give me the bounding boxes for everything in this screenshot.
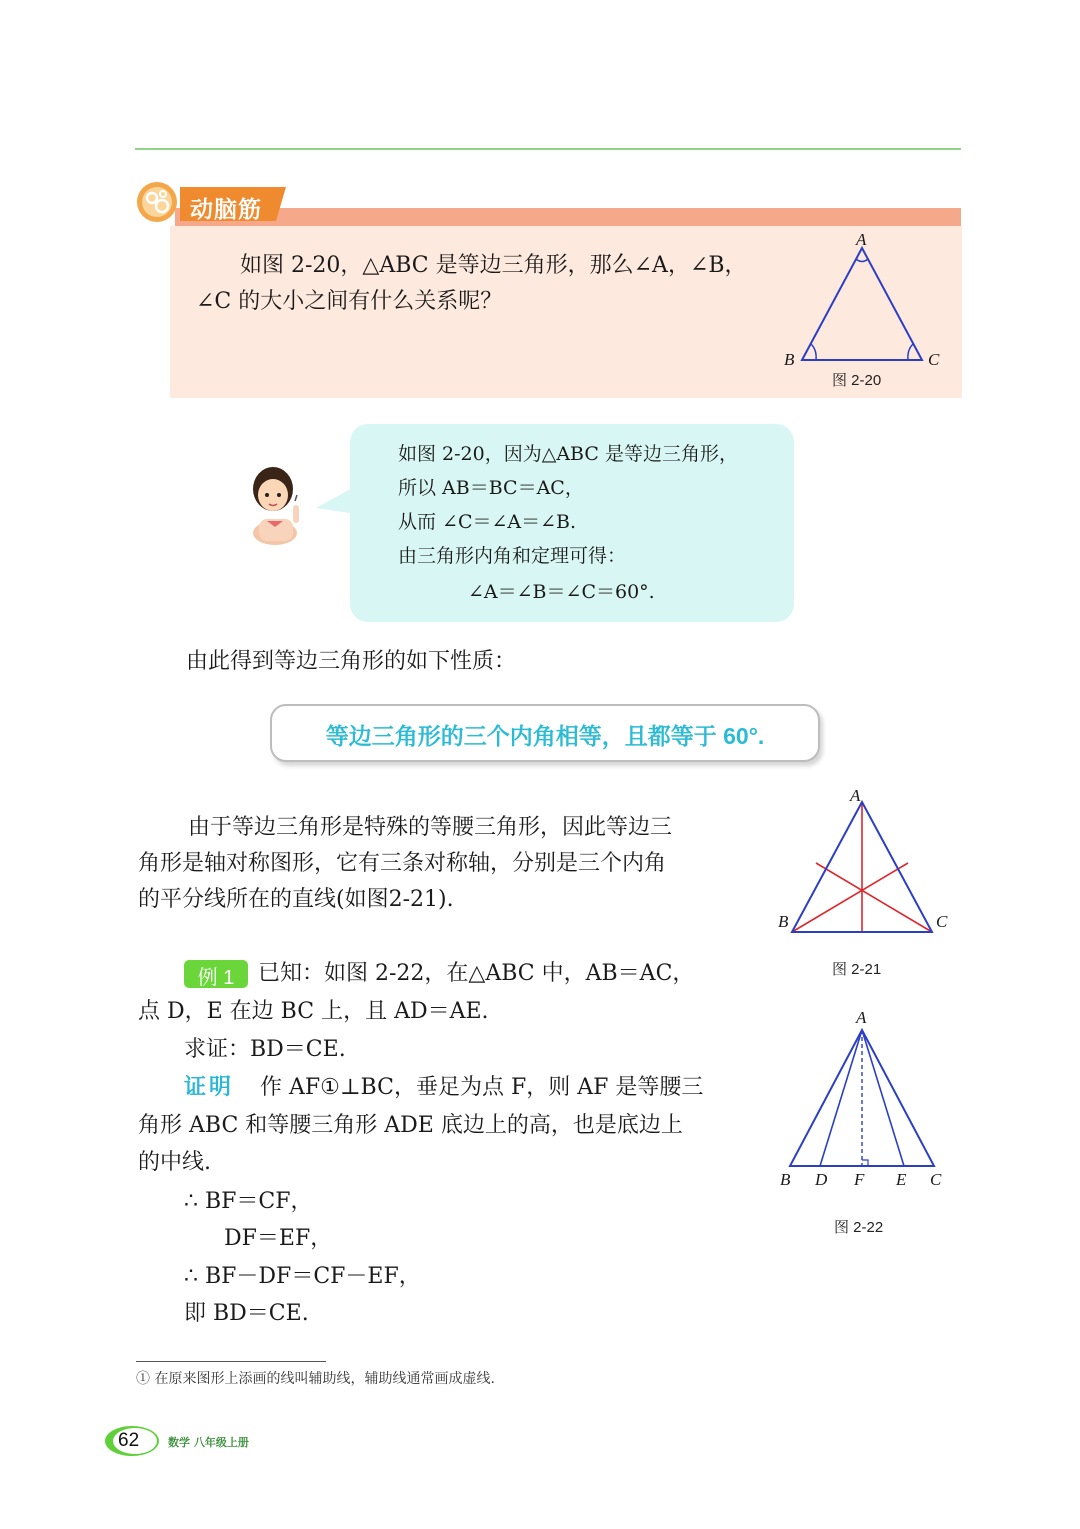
fig21-label-c: C [936,912,948,931]
property-statement: 等边三角形的三个内角相等，且都等于 60°. [325,723,765,749]
fig21-caption: 图 2-21 [832,961,882,978]
think-question-line2: ∠C 的大小之间有什么关系呢？ [196,289,503,314]
bubble-line4: 由三角形内角和定理可得： [398,545,627,567]
think-header-bar [175,208,961,226]
proof-equation1: ∴ BF＝CF， [184,1189,313,1214]
student-avatar [245,455,315,545]
bubble-line2: 所以 AB＝BC＝AC， [398,477,584,499]
fig22-label-f: F [854,1170,865,1189]
fig22-label-e: E [896,1170,907,1189]
example-line2: 点 D，E 在边 BC 上，且 AD＝AE. [138,999,489,1024]
proof-label: 证明 [184,1074,235,1099]
bubble-line5: ∠A＝∠B＝∠C＝60°. [468,581,655,603]
fig22-label-c: C [930,1170,942,1189]
fig22-label-b: B [780,1170,791,1189]
example-line1: 已知：如图 2-22，在△ABC 中，AB＝AC， [258,961,695,986]
book-title: 数学 八年级上册 [168,1436,249,1449]
footnote-rule [136,1361,326,1362]
footnote: ① 在原来图形上添画的线叫辅助线，辅助线通常画成虚线. [136,1371,495,1387]
fig22-caption: 图 2-22 [834,1219,884,1236]
example-badge-label: 例 1 [197,967,235,989]
proof-line3: 的中线. [138,1150,211,1175]
proof-line2: 角形 ABC 和等腰三角形 ADE 底边上的高，也是底边上 [138,1113,683,1138]
fig21-label-b: B [778,912,789,931]
example-line3: 求证：BD＝CE. [184,1037,346,1062]
think-title: 动脑筋 [190,196,262,222]
bubble-line1: 如图 2-20，因为△ABC 是等边三角形， [398,443,738,465]
page-number: 62 [118,1430,140,1451]
paragraph-line1: 由于等边三角形是特殊的等腰三角形，因此等边三 [188,815,673,840]
fig20-caption: 图 2-20 [832,372,882,389]
bubble-line3: 从而 ∠C＝∠A＝∠B. [398,511,577,533]
proof-line1: 作 AF①⊥BC，垂足为点 F，则 AF 是等腰三 [260,1075,704,1100]
paragraph-line2: 角形是轴对称图形，它有三条对称轴，分别是三个内角 [138,851,667,876]
fig22-label-a: A [856,1008,867,1027]
fig21-label-a: A [850,786,861,805]
paragraph-line3: 的平分线所在的直线(如图2-21). [138,887,454,912]
fig20-label-a: A [856,230,867,249]
fig22-label-d: D [815,1170,828,1189]
proof-equation4: 即 BD＝CE. [184,1301,309,1326]
fig20-label-b: B [784,350,795,369]
property-intro: 由此得到等边三角形的如下性质： [186,649,517,674]
header-rule [135,148,961,150]
figure-2-22-triangle [776,1016,956,1176]
think-question-line1: 如图 2-20，△ABC 是等边三角形，那么∠A，∠B， [240,253,747,278]
figure-2-21-triangle [776,790,956,950]
fig20-label-c: C [928,350,940,369]
gear-icon [135,180,185,224]
proof-equation3: ∴ BF－DF＝CF－EF， [184,1264,421,1289]
proof-equation2: DF＝EF， [224,1226,333,1251]
